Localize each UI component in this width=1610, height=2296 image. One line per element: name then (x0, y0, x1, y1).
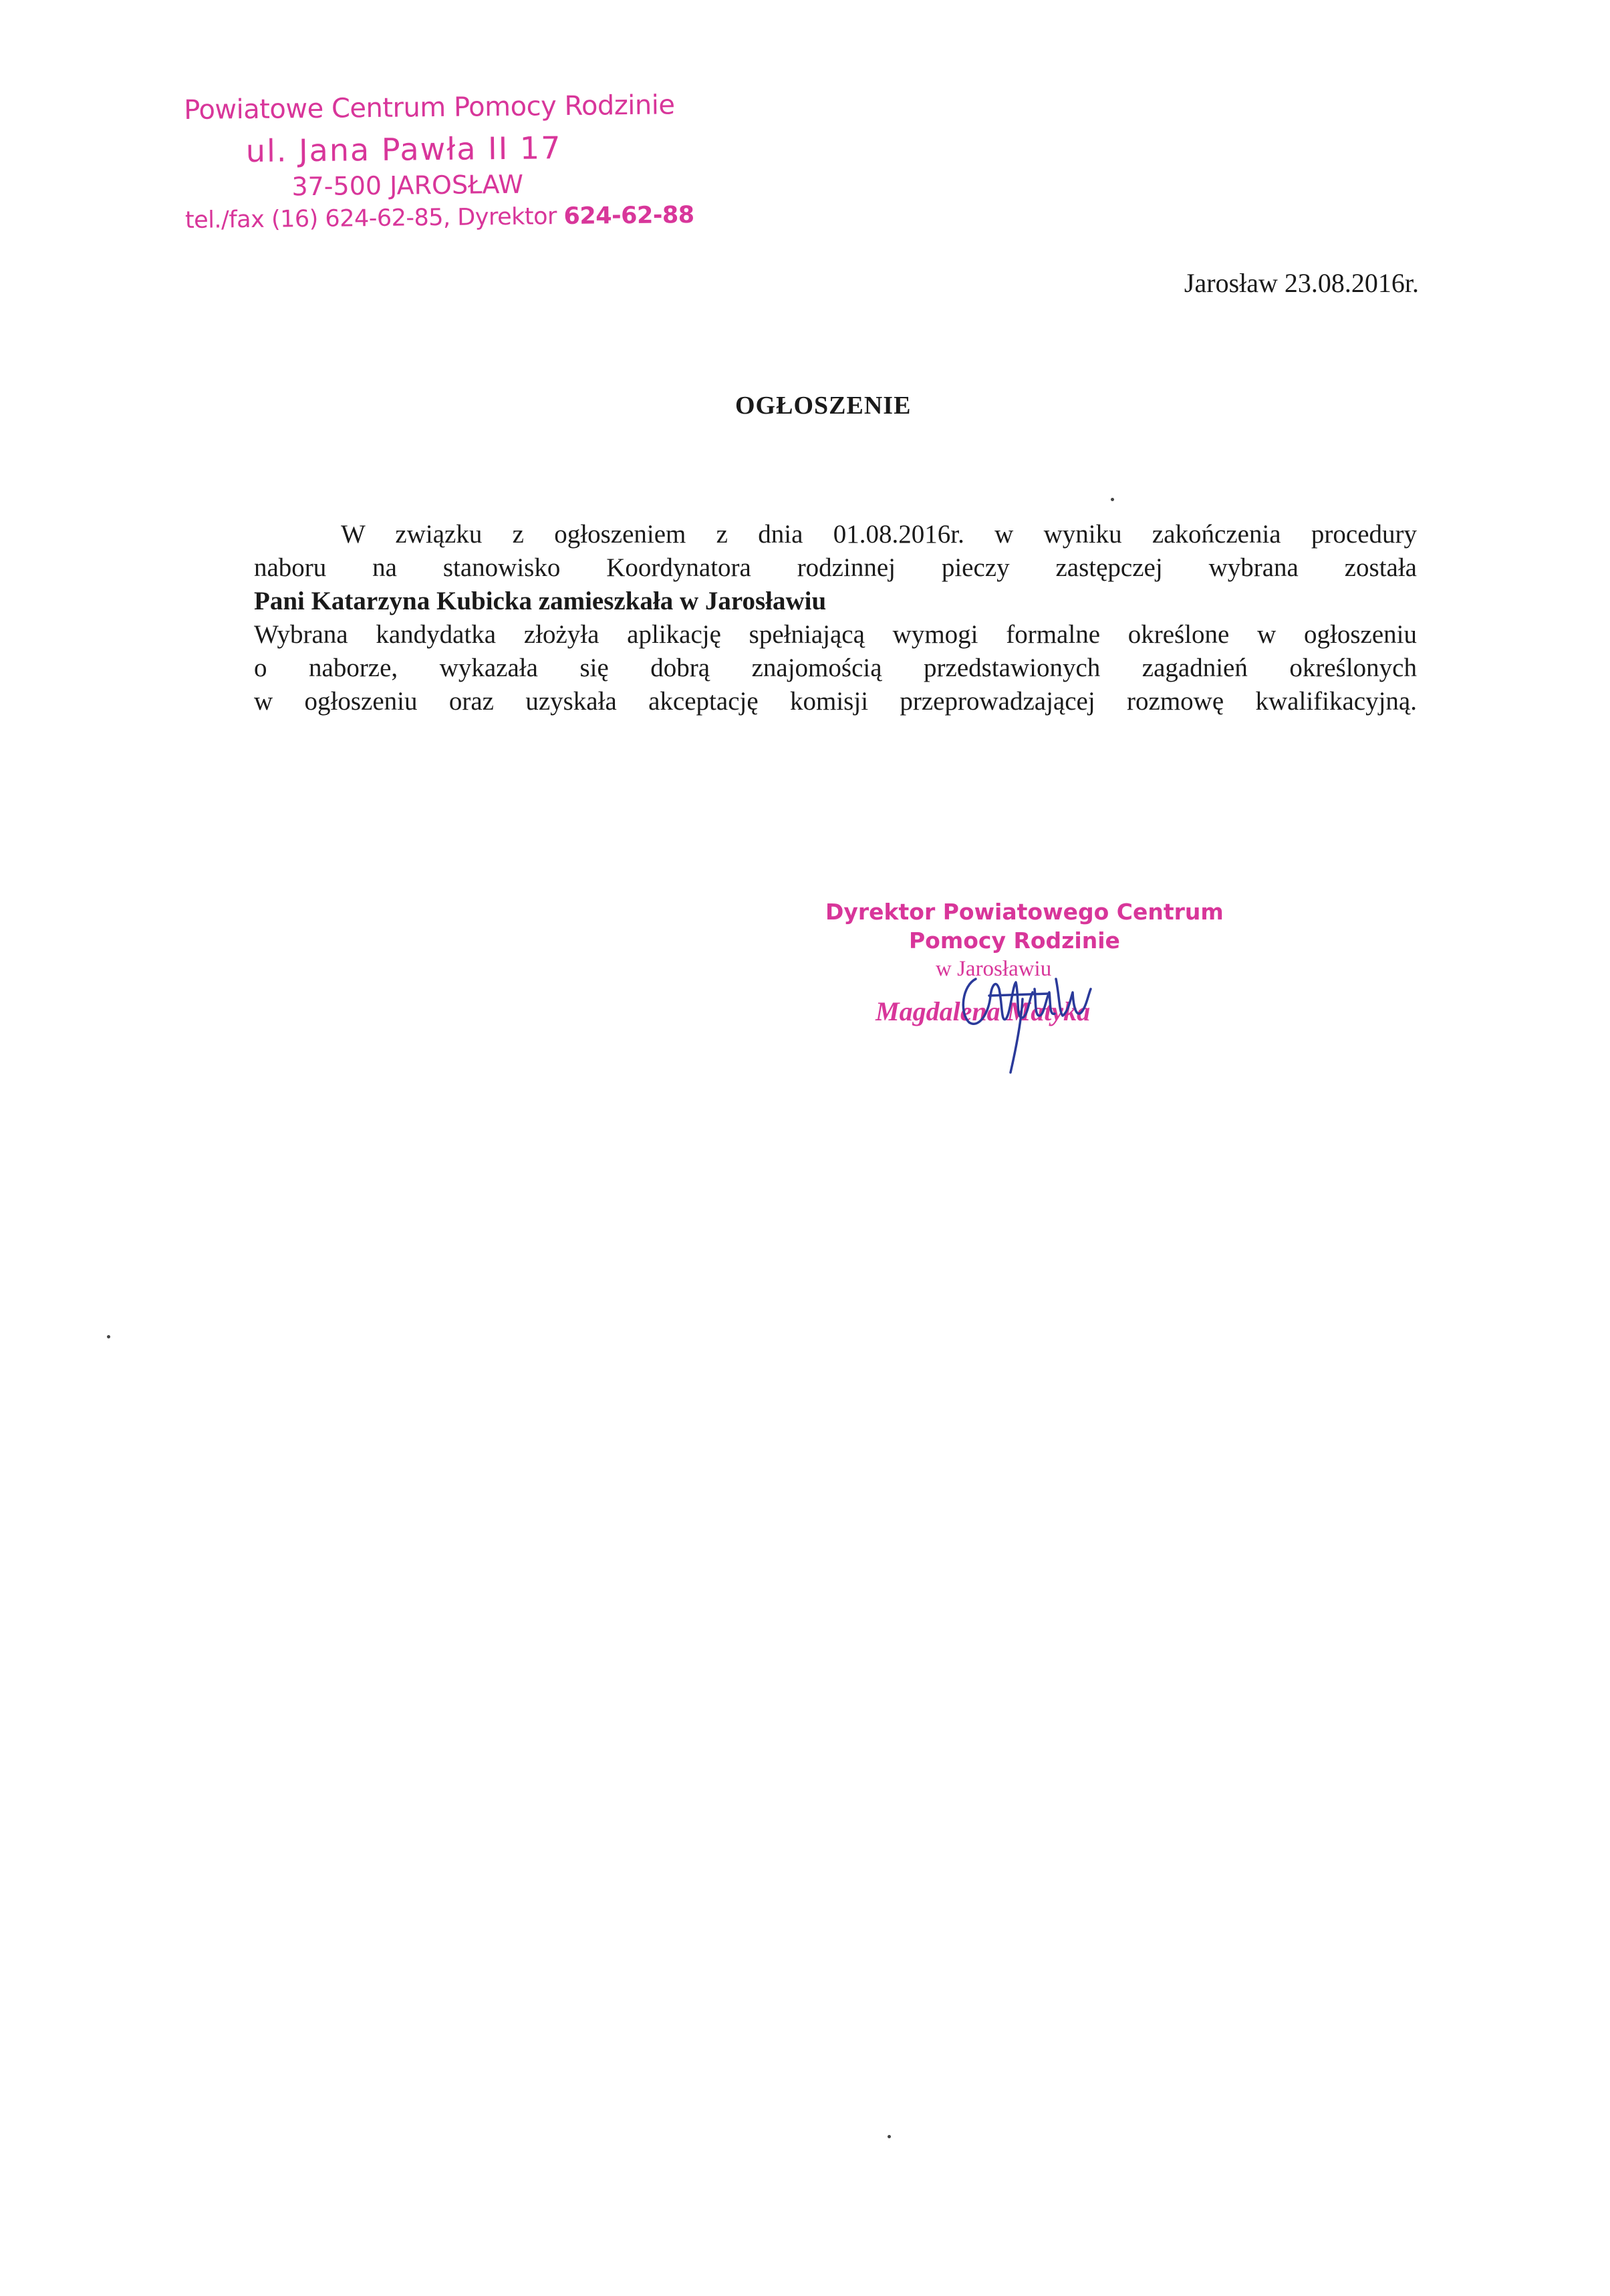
signature-name: Magdalena Matyka (876, 996, 1091, 1026)
body-line-2: naboru na stanowisko Koordynatora rodzinnej pieczy zastępczej wybrana została (254, 553, 1417, 582)
stamp-phone (185, 202, 694, 234)
stamp-organization: Powiatowe Centrum Pomocy Rodzinie (184, 90, 675, 126)
body-line-4: Wybrana kandydatka złożyła aplikację spełniającą wymogi formalne określone w ogłoszeniu (254, 620, 1417, 649)
announcement-body (254, 518, 1417, 718)
body-line-6: w ogłoszeniu oraz uzyskała akceptację komisji przeprowadzającej rozmowę kwalifikacyjną. (254, 687, 1417, 716)
scan-speck (1111, 498, 1114, 501)
stamp-phone-prefix: tel./fax (16) 624-62-85, Dyrektor (184, 203, 564, 234)
header-stamp (184, 89, 733, 252)
scan-speck (107, 1335, 110, 1338)
document-title: OGŁOSZENIE (735, 392, 912, 420)
document-date: Jarosław 23.08.2016r. (1184, 268, 1419, 298)
body-line-5: o naborze, wykazała się dobrą znajomością przedstawionych zagadnień określonych (254, 654, 1417, 682)
stamp-phone-director: 624-62-88 (563, 202, 694, 231)
body-line-3-selected-candidate: Pani Katarzyna Kubicka zamieszkała w Jarosławiu (254, 587, 827, 615)
signature-title-line-2: Pomocy Rodzinie (909, 927, 1120, 954)
body-line-1: W związku z ogłoszeniem z dnia 01.08.2016r. w wyniku zakończenia procedury (341, 520, 1417, 549)
scan-speck (888, 2135, 891, 2138)
signature-location: w Jarosławiu (936, 957, 1052, 981)
handwritten-signature (949, 959, 1116, 1079)
signature-title-line-1: Dyrektor Powiatowego Centrum (825, 899, 1224, 925)
stamp-city: 37-500 JAROSŁAW (291, 169, 524, 202)
stamp-street: ul. Jana Pawła II 17 (245, 130, 562, 170)
